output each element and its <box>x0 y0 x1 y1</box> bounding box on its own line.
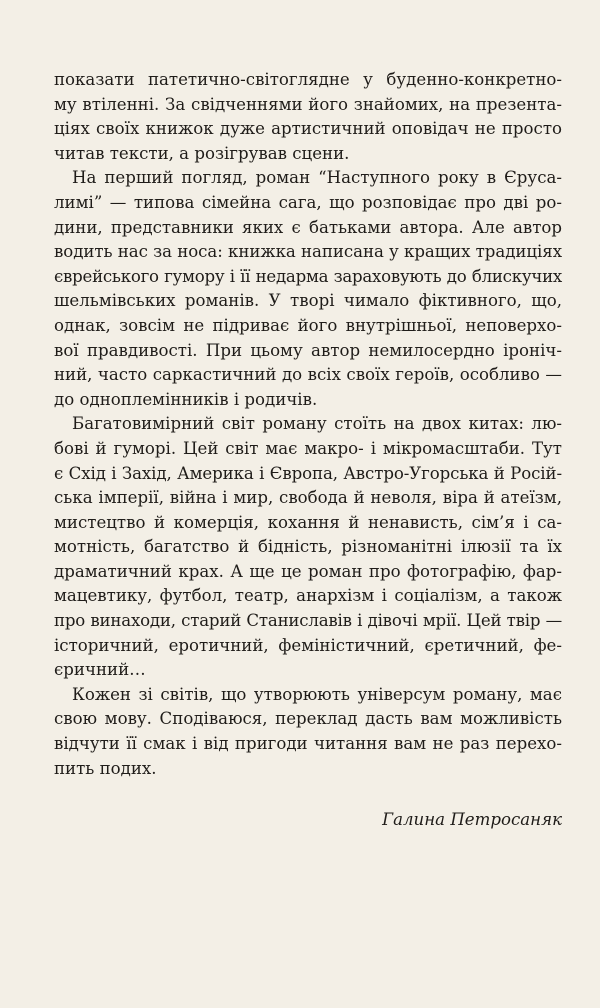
text-line: єврейського гумору і її недарма зараховують до блискучих <box>54 266 562 286</box>
paragraph-3 <box>54 412 562 683</box>
text-line: му втіленні. За свідченнями його знайомих, на презента- <box>54 94 562 114</box>
text-line: ська імперії, війна і мир, свобода й неволя, віра й атеїзм, <box>54 488 562 508</box>
text-line: Кожен зі світів, що утворюють універсум роману, має <box>72 684 562 704</box>
text-line: шельмівських романів. У творі чимало фіктивного, що, <box>54 291 562 311</box>
text-line: вої правдивості. При цьому автор немилосердно іроніч- <box>54 340 562 360</box>
text-line: драматичний крах. А ще це роман про фотографію, фар- <box>54 561 562 581</box>
text-line: читав тексти, а розігрував сцени. <box>54 143 350 163</box>
text-line: мотність, багатство й бідність, різноманітні ілюзії та їх <box>54 537 562 557</box>
text-line: до одноплемінників і родичів. <box>54 389 318 409</box>
text-line: пить подих. <box>54 758 157 778</box>
text-line: дини, представники яких є батьками автора. Але автор <box>54 217 562 237</box>
text-line: про винаходи, старий Станиславів і дівочі мрії. Цей твір — <box>54 611 562 631</box>
text-line: єричний… <box>54 660 146 680</box>
text-line: показати патетично-світоглядне у буденно-конкретно- <box>54 70 562 89</box>
text-line: мацевтику, футбол, театр, анархізм і соціалізм, а також <box>54 586 562 606</box>
text-line: На перший погляд, роман “Наступного року в Єруса- <box>72 168 562 188</box>
text-line: є Схід і Захід, Америка і Європа, Австро-Угорська й Росій- <box>54 463 562 483</box>
text-line: історичний, еротичний, феміністичний, єретичний, фе- <box>54 635 562 655</box>
text-line: ціях своїх книжок дуже артистичний оповідач не просто <box>54 119 562 139</box>
paragraph-1 <box>54 68 562 166</box>
text-line: однак, зовсім не підриває його внутрішньої, неповерхо- <box>54 315 562 335</box>
paragraph-2 <box>54 166 562 412</box>
author-signature: Галина Петросаняк <box>382 810 562 829</box>
text-line: лимі” — типова сімейна сага, що розповідає про дві ро- <box>54 192 562 212</box>
text-line: мистецтво й комерція, кохання й ненависть, сім’я і са- <box>54 512 562 532</box>
text-line: водить нас за носа: книжка написана у кращих традиціях <box>54 242 562 262</box>
text-line: відчути її смак і від пригоди читання вам не раз перехо- <box>54 734 562 754</box>
paragraph-4 <box>54 683 562 781</box>
text-line: ний, часто саркастичний до всіх своїх героїв, особливо — <box>54 365 562 385</box>
text-line: свою мову. Сподіваюся, переклад дасть вам можливість <box>54 709 562 729</box>
body-text <box>54 68 562 781</box>
text-line: Багатовимірний світ роману стоїть на двох китах: лю- <box>72 414 562 434</box>
text-line: бові й гуморі. Цей світ має макро- і мікромасштаби. Тут <box>54 438 562 458</box>
